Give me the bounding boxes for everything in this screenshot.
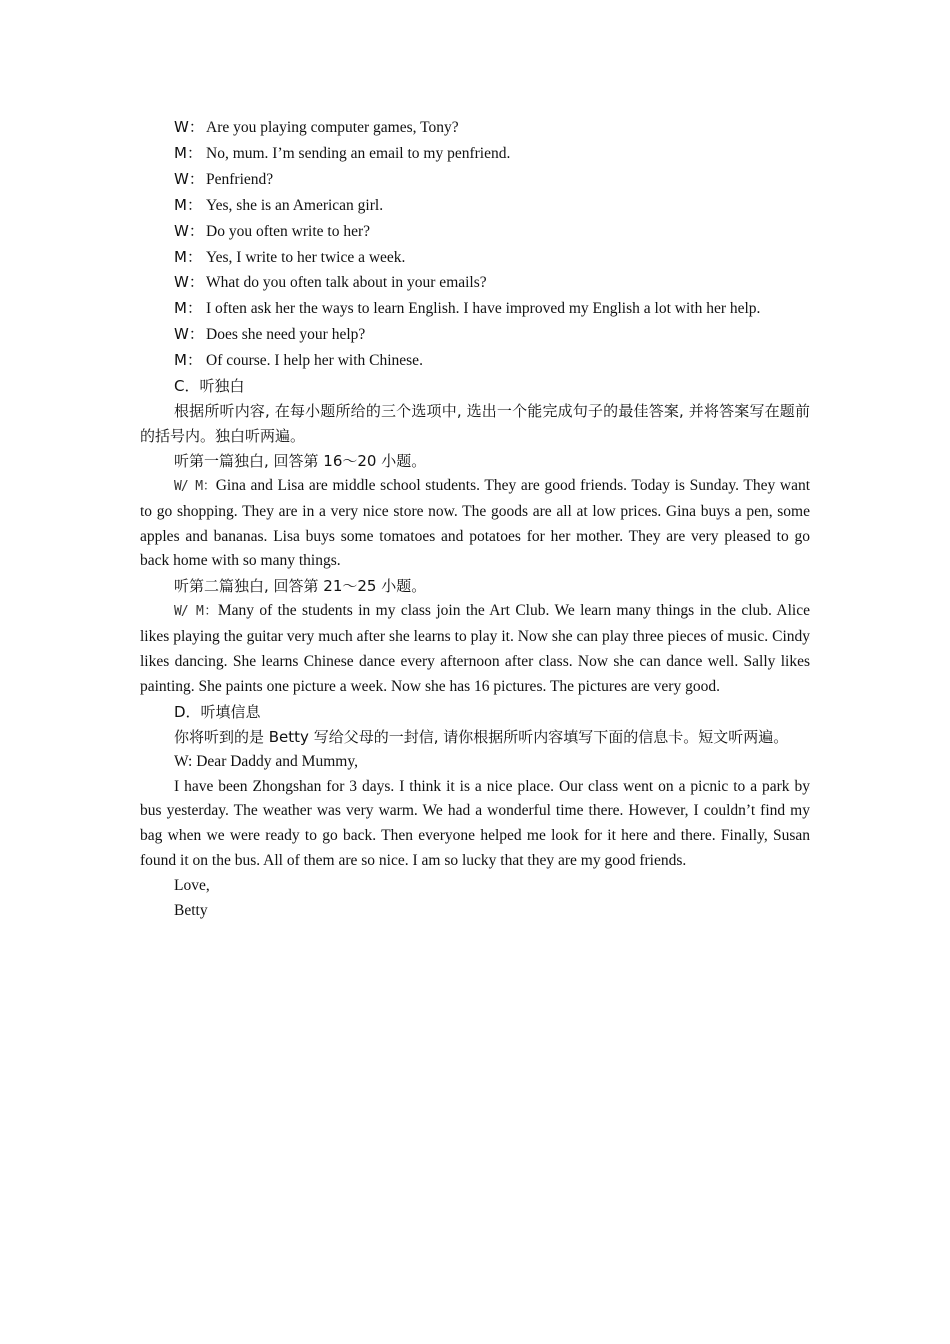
document-page (140, 115, 810, 924)
dialogue-text: Does she need your help? (206, 326, 366, 344)
dialogue-line (140, 270, 810, 296)
dialogue-text: Penfriend? (206, 170, 274, 188)
dialogue-line (140, 219, 810, 245)
speaker-label: W： (174, 118, 204, 136)
speaker-label: M： (174, 351, 202, 370)
dialogue-line (140, 245, 810, 271)
section-c-heading: C．听独白 (174, 377, 245, 396)
speaker-label: M： (174, 247, 202, 266)
dialogue-text: Yes, she is an American girl. (206, 196, 384, 214)
monologue-1-text: Gina and Lisa are middle school students. They are good friends. Today is Sunday. They want to go shopping. They are in a very nice store now. The goods are all at low prices. Gina buys a pen, some apples and bananas. Lisa buys some tomatoes and potatoes for her mother. They are very pleased to go back home with so many things. (140, 476, 811, 570)
dialogue-line (140, 115, 810, 141)
letter-closing: Love, (174, 877, 210, 895)
dialogue-line (140, 348, 810, 374)
speaker-label: M： (174, 195, 202, 214)
section-c-instruction: 根据所听内容, 在每小题所给的三个选项中, 选出一个能完成句子的最佳答案, 并将答案写在题前的括号内。独白听两遍。 (140, 401, 810, 445)
monologue-2-text: Many of the students in my class join the Art Club. We learn many things in the club. Alice likes playing the guitar very much after she learns to play it. Now she can play three pieces of music. Cindy likes dancing. She learns Chinese dance every afternoon after class. Now she can dance well. Sally likes painting. She paints one picture a week. Now she has 16 pictures. The pictures are very good. (140, 602, 810, 695)
monologue-1-title: 听第一篇独白, 回答第 16～20 小题。 (174, 451, 427, 470)
speaker-label: W： (174, 221, 204, 240)
dialogue-text: What do you often talk about in your emails? (206, 274, 487, 292)
speaker-label: M： (174, 143, 202, 162)
speaker-label: W： (174, 169, 204, 188)
speaker-label: M： (174, 299, 202, 318)
speaker-label: W： (174, 325, 204, 344)
speaker-label: W： (174, 273, 204, 292)
monologue-1-speaker: W/ M： (174, 478, 216, 494)
dialogue-text: No, mum. I’m sending an email to my penfriend. (206, 144, 511, 162)
dialogue-line (140, 193, 810, 219)
dialogue (140, 115, 810, 374)
section-d-instruction: 你将听到的是 Betty 写给父母的一封信, 请你根据所听内容填写下面的信息卡。短文听两遍。 (174, 727, 789, 746)
section-d-heading: D．听填信息 (174, 702, 261, 721)
letter-body: I have been Zhongshan for 3 days. I think it is a nice place. Our class went on a picnic to a park by bus yesterday. The weather was very warm. We had a wonderful time there. However, I couldn’t find my bag when we were ready to go back. Then everyone helped me look for it here and there. Finally, Susan found it on the bus. All of them are so nice. I am so lucky that they are my good friends. (140, 777, 810, 870)
dialogue-text: Are you playing computer games, Tony? (206, 119, 459, 136)
dialogue-text: Of course. I help her with Chinese. (206, 352, 423, 370)
dialogue-line (140, 141, 810, 167)
letter-greeting: W: Dear Daddy and Mummy, (174, 752, 358, 770)
dialogue-text: Do you often write to her? (206, 222, 370, 240)
dialogue-text: I often ask her the ways to learn English. I have improved my English a lot with her help. (206, 300, 761, 318)
dialogue-line (140, 167, 810, 193)
dialogue-line (140, 322, 810, 348)
monologue-2-paragraph (140, 599, 810, 700)
letter-signature: Betty (174, 902, 208, 920)
monologue-2-title: 听第二篇独白, 回答第 21～25 小题。 (174, 577, 427, 596)
dialogue-line (140, 296, 810, 322)
monologue-1-paragraph (140, 474, 810, 575)
dialogue-text: Yes, I write to her twice a week. (206, 248, 406, 266)
monologue-2-speaker: W/ M： (174, 604, 218, 620)
